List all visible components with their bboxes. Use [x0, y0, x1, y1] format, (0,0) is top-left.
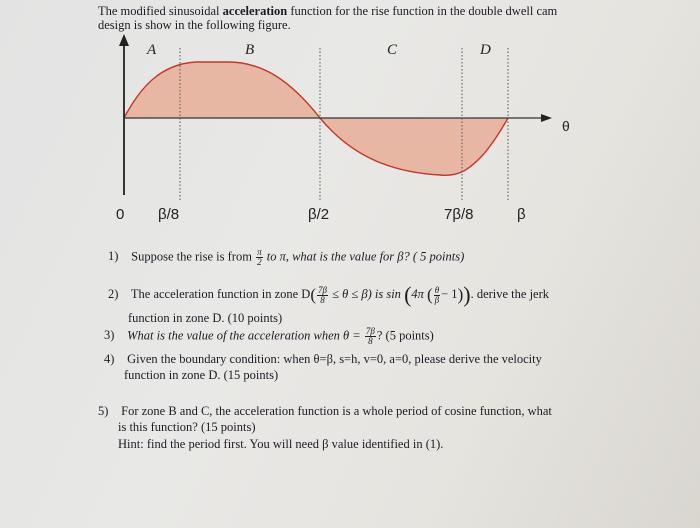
acceleration-curve-fill	[124, 62, 508, 175]
tick-label-7beta-8: 7β/8	[444, 206, 474, 223]
tick-label-beta: β	[517, 206, 526, 223]
question-3: 3) What is the value of the acceleration when θ = $\frac{7\beta}{8}$ ? (5 points)	[104, 326, 434, 346]
intro-line-1: The modified sinusoidal acceleration function for the rise function in the double dwell cam	[98, 4, 558, 18]
question-1: 1) Suppose the rise is from $\frac{\pi}{2}$ to π, what is the value for β? ( 5 points)	[108, 247, 465, 267]
question-5: 5) For zone B and C, the acceleration function is a whole period of cosine function, what	[98, 404, 552, 418]
zone-label-d: D	[480, 42, 491, 58]
question-2-line-2: function in zone D. (10 points)	[128, 311, 283, 325]
vertical-axis-arrow	[119, 34, 129, 46]
acceleration-figure	[0, 30, 700, 270]
zone-label-b: B	[245, 42, 255, 58]
question-5-hint: Hint: find the period first. You will need β value identified in (1).	[118, 437, 444, 451]
question-5-line-2: is this function? (15 points)	[118, 420, 256, 434]
zone-label-a: A	[147, 42, 157, 58]
tick-label-beta-8: β/8	[158, 206, 180, 223]
tick-label-0: 0	[116, 206, 125, 223]
zone-label-c: C	[387, 42, 398, 58]
question-4-line-2: function in zone D. (15 points)	[124, 368, 279, 382]
question-4: 4) Given the boundary condition: when θ=β, s=h, v=0, a=0, please derive the velocity	[104, 352, 542, 366]
horizontal-axis-arrow	[541, 114, 552, 122]
intro-line-2: design is show in the following figure.	[98, 18, 291, 32]
tick-label-beta-2: β/2	[308, 206, 330, 223]
theta-axis-label: θ	[562, 118, 570, 134]
question-2: 2) The acceleration function in zone D( $\frac{7\beta}{8}$ ≤ θ ≤ β) is sin (4π ( $\frac{\theta}{\beta}$ − 1)). derive the jerk	[108, 282, 549, 307]
